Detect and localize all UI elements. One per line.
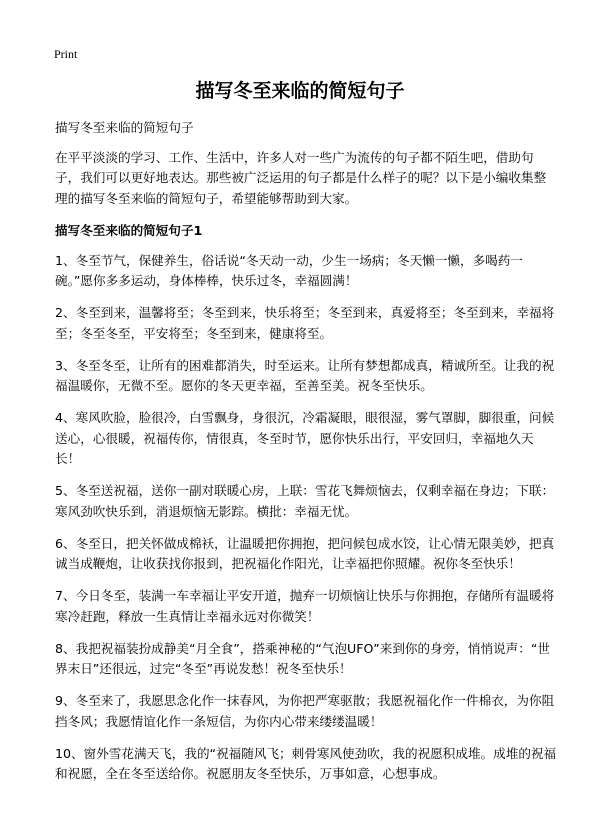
list-item: 4、寒风吹脸，脸很冷，白雪飘身，身很沉，冷霜凝眼，眼很湿，雾气罩脚，脚很重，问候送心，心很暖，祝福传你，情很真，冬至时节，愿你快乐出行，平安回归，幸福地久天长！ — [55, 410, 555, 466]
article-subtitle: 描写冬至来临的简短句子 — [55, 120, 194, 135]
list-item: 10、窗外雪花满天飞，我的“祝福随风飞；刺骨寒风使劲吹，我的祝愿积成堆。成堆的祝福和祝愿，全在冬至送给你。祝愿朋友冬至快乐，万事如意，心想事成。 — [55, 745, 557, 781]
list-item: 1、冬至节气，保健养生，俗话说“冬天动一动，少生一场病；冬天懒一懒，多喝药一碗。”愿你多多运动，身体棒棒，快乐过冬，幸福圆满！ — [55, 252, 523, 288]
intro-paragraph: 在平平淡淡的学习、工作、生活中，许多人对一些广为流传的句子都不陌生吧，借助句子，我们可以更好地表达。那些被广泛运用的句子都是什么样子的呢？以下是小编收集整理的描写冬至来临的简短句子，希望能够帮助到大家。 — [55, 149, 547, 206]
list-item: 8、我把祝福装扮成静美“月全食”，搭乘神秘的“气泡UFO”来到你的身旁，悄悄说声：“世界末日”还很远，过完“冬至”再说发愁！祝冬至快乐！ — [55, 640, 550, 676]
list-item: 5、冬至送祝福，送你一副对联暖心房，上联：雪花飞舞烦恼去，仅剩幸福在身边；下联：寒风劲吹快乐到，消退烦恼无影踪。横批：幸福无忧。 — [55, 483, 555, 519]
article-body — [55, 118, 558, 796]
list-item: 2、冬至到来，温馨将至；冬至到来，快乐将至；冬至到来，真爱将至；冬至到来，幸福将至；冬至冬至，平安将至；冬至到来，健康将至。 — [55, 305, 555, 341]
section-heading: 描写冬至来临的简短句子1 — [55, 222, 203, 238]
print-link[interactable]: Print — [54, 47, 78, 61]
list-item: 7、今日冬至，装满一车幸福让平安开道，抛弃一切烦恼让快乐与你拥抱，存储所有温暖将寒冷赶跑，释放一生真情让幸福永远对你微笑！ — [55, 588, 555, 624]
list-item: 9、冬至来了，我愿思念化作一抹春风，为你把严寒驱散；我愿祝福化作一件棉衣，为你阻挡冬风；我愿情谊化作一条短信，为你内心带来缕缕温暖！ — [55, 693, 555, 729]
list-item: 6、冬至日，把关怀做成棉袄，让温暖把你拥抱，把问候包成水饺，让心情无限美妙，把真诚当成鞭炮，让收获找你报到，把祝福化作阳光，让幸福把你照耀。祝你冬至快乐！ — [55, 535, 555, 571]
list-item: 3、冬至冬至，让所有的困难都消失，时至运来。让所有梦想都成真，精诚所至。让我的祝福温暖你，无微不至。愿你的冬天更幸福，至善至美。祝冬至快乐。 — [55, 357, 555, 393]
page-title: 描写冬至来临的简短句子 — [195, 80, 405, 102]
